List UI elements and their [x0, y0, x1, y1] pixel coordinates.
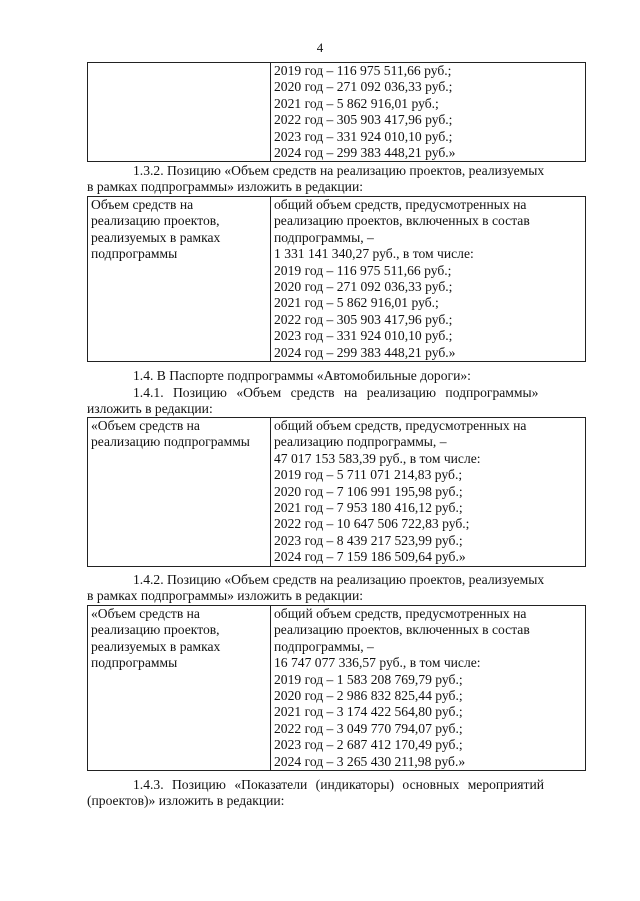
- label-line: «Объем средств на: [91, 418, 200, 433]
- table-cell-label: [88, 606, 271, 771]
- year-line: 2023 год – 2 687 412 170,49 руб.;: [274, 737, 463, 753]
- year-line: 2023 год – 8 439 217 523,99 руб.;: [274, 532, 463, 548]
- year-line: 2021 год – 5 862 916,01 руб.;: [274, 95, 439, 111]
- year-line: 2024 год – 7 159 186 509,64 руб.»: [274, 549, 466, 565]
- year-line: 2019 год – 116 975 511,66 руб.;: [274, 63, 452, 78]
- table-cell-label: [88, 63, 271, 162]
- year-line: 2022 год – 10 647 506 722,83 руб.;: [274, 516, 470, 532]
- label-line: реализацию проектов,: [91, 213, 220, 229]
- label-line: подпрограммы: [91, 655, 178, 671]
- label-line: подпрограммы: [91, 246, 178, 262]
- table-row: [88, 418, 586, 567]
- value-line: реализацию проектов, включенных в состав: [274, 213, 530, 229]
- year-line: 2023 год – 331 924 010,10 руб.;: [274, 128, 453, 144]
- paragraph-line: в рамках подпрограммы» изложить в редакции:: [87, 179, 363, 195]
- paragraph-line: в рамках подпрограммы» изложить в редакции:: [87, 588, 363, 604]
- year-line: 2019 год – 1 583 208 769,79 руб.;: [274, 671, 463, 687]
- label-line: реализацию проектов,: [91, 622, 220, 638]
- paragraph-line: 1.4.2. Позицию «Объем средств на реализацию проектов, реализуемых: [133, 572, 545, 587]
- year-line: 2021 год – 7 953 180 416,12 руб.;: [274, 500, 463, 516]
- page-number: 4: [316, 40, 324, 55]
- paragraph-line: (проектов)» изложить в редакции:: [87, 793, 285, 809]
- year-line: 2019 год – 116 975 511,66 руб.;: [274, 262, 452, 278]
- paragraph-line: 1.3.2. Позицию «Объем средств на реализацию проектов, реализуемых: [133, 163, 545, 178]
- label-line: «Объем средств на: [91, 606, 200, 621]
- table-cell-label: [88, 418, 271, 567]
- paragraph-line: 1.4.1. Позицию «Объем средств на реализацию подпрограммы»: [133, 385, 539, 400]
- subprogram-funding-table: [87, 417, 586, 567]
- table-row: [88, 197, 586, 362]
- value-line: 47 017 153 583,39 руб., в том числе:: [274, 450, 481, 466]
- year-line: 2024 год – 3 265 430 211,98 руб.»: [274, 753, 466, 769]
- year-line: 2022 год – 3 049 770 794,07 руб.;: [274, 720, 463, 736]
- paragraph-1-3-2: [87, 163, 586, 196]
- label-line: Объем средств на: [91, 197, 194, 212]
- value-line: подпрограммы, –: [274, 229, 374, 245]
- paragraph-1-4: [87, 368, 586, 384]
- table-row: [88, 606, 586, 771]
- table-cell-label: [88, 197, 271, 362]
- year-line: 2024 год – 299 383 448,21 руб.»: [274, 145, 456, 161]
- year-line: 2023 год – 331 924 010,10 руб.;: [274, 328, 453, 344]
- year-line: 2022 год – 305 903 417,96 руб.;: [274, 311, 453, 327]
- year-line: 2022 год – 305 903 417,96 руб.;: [274, 112, 453, 128]
- year-line: 2020 год – 2 986 832 825,44 руб.;: [274, 688, 463, 704]
- paragraph-line: изложить в редакции:: [87, 401, 213, 417]
- table-cell-value: [271, 418, 586, 567]
- year-line: 2020 год – 7 106 991 195,98 руб.;: [274, 483, 463, 499]
- label-line: реализацию подпрограммы: [91, 434, 250, 450]
- table-cell-value: [271, 197, 586, 362]
- funding-table-continuation: [87, 62, 586, 162]
- paragraph-1-4-2: [87, 572, 586, 605]
- value-line: 1 331 141 340,27 руб., в том числе:: [274, 246, 474, 262]
- value-line: общий объем средств, предусмотренных на: [274, 197, 527, 212]
- road-projects-funding-table: [87, 605, 586, 771]
- year-line: 2019 год – 5 711 071 214,83 руб.;: [274, 467, 463, 483]
- value-line: подпрограммы, –: [274, 638, 374, 654]
- value-line: реализацию подпрограммы, –: [274, 434, 447, 450]
- value-line: общий объем средств, предусмотренных на: [274, 418, 527, 433]
- year-line: 2024 год – 299 383 448,21 руб.»: [274, 344, 456, 360]
- table-cell-value: [271, 606, 586, 771]
- projects-funding-table: [87, 196, 586, 362]
- value-line: общий объем средств, предусмотренных на: [274, 606, 527, 621]
- value-line: реализацию проектов, включенных в состав: [274, 622, 530, 638]
- year-line: 2020 год – 271 092 036,33 руб.;: [274, 279, 453, 295]
- label-line: реализуемых в рамках: [91, 638, 221, 654]
- paragraph-line: 1.4.3. Позицию «Показатели (индикаторы) основных мероприятий: [133, 777, 545, 792]
- paragraph-line: 1.4. В Паспорте подпрограммы «Автомобильные дороги»:: [133, 368, 471, 383]
- label-line: реализуемых в рамках: [91, 229, 221, 245]
- value-line: 16 747 077 336,57 руб., в том числе:: [274, 655, 481, 671]
- paragraph-1-4-3: [87, 777, 586, 810]
- paragraph-1-4-1: [87, 385, 586, 418]
- year-line: 2021 год – 3 174 422 564,80 руб.;: [274, 704, 463, 720]
- table-row: [88, 63, 586, 162]
- year-line: 2020 год – 271 092 036,33 руб.;: [274, 79, 453, 95]
- year-line: 2021 год – 5 862 916,01 руб.;: [274, 295, 439, 311]
- table-cell-value: [271, 63, 586, 162]
